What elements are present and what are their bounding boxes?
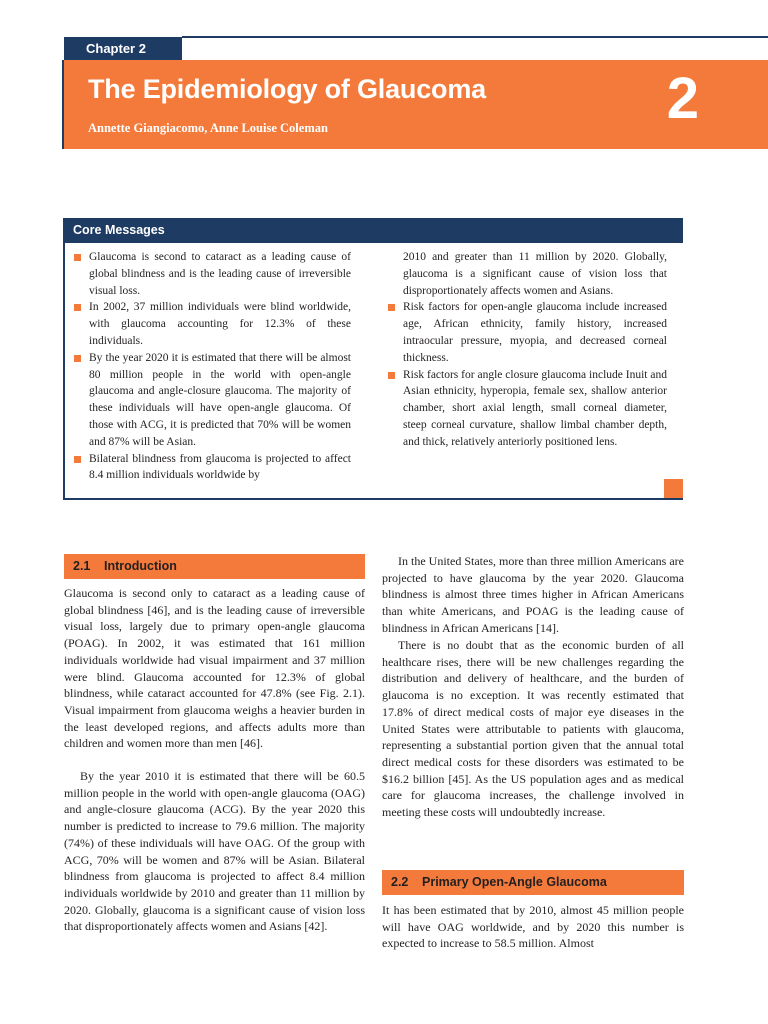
section-title: Introduction <box>104 559 177 573</box>
core-messages-heading: Core Messages <box>63 218 683 243</box>
core-message-item <box>73 350 351 451</box>
top-rule <box>182 36 768 38</box>
core-message-text: 2010 and greater than 11 million by 2020. Globally, glaucoma is a significant cause of vision loss that disproportionately affects women and Asians. <box>403 251 667 297</box>
chapter-header <box>64 60 768 149</box>
core-message-text: In 2002, 37 million individuals were blind worldwide, with glaucoma accounting for 12.3% of these individuals. <box>89 301 351 347</box>
section-heading-introduction <box>64 554 365 579</box>
section-number: 2.2 <box>391 875 409 889</box>
poag-paragraph: It has been estimated that by 2010, almost 45 million people will have OAG worldwide, and by 2020 this number is expected to increase to 58.5 million. Almost <box>382 903 684 951</box>
core-messages-box <box>63 218 683 500</box>
core-message-text: Glaucoma is second to cataract as a leading cause of global blindness and is the leading cause of irreversible visual loss. <box>89 251 351 297</box>
core-message-item <box>73 299 351 349</box>
chapter-number: 2 <box>666 66 699 131</box>
core-messages-right-column <box>387 249 667 451</box>
bullet-square-icon <box>74 355 81 362</box>
intro-paragraph-2: By the year 2010 it is estimated that there will be 60.5 million people in the world with open-angle glaucoma (OAG) and angle-closure glaucoma (ACG). By the year 2020 this number is predicted to increase to 79.6 million. The majority (74%) of these individuals will have OAG. Of the group with ACG, 70% will be women and 87% will be Asian. Bilateral blindness from glaucoma is projected to affect 8.4 million individuals worldwide by 2010 and greater than 11 million by 2020. Globally, glaucoma is a significant cause of vision loss that disproportionately affects women and Asians [42]. <box>64 769 365 934</box>
authors: Annette Giangiacomo, Anne Louise Coleman <box>88 121 328 135</box>
core-messages-body <box>63 243 683 500</box>
core-message-item <box>73 249 351 299</box>
section-title: Primary Open-Angle Glaucoma <box>422 875 607 889</box>
bullet-square-icon <box>388 372 395 379</box>
core-message-item <box>387 299 667 366</box>
bullet-square-icon <box>74 456 81 463</box>
economic-burden-paragraph: There is no doubt that as the economic burden of all healthcare rises, there will be new challenges regarding the distribution and delivery of healthcare, and the burden of glaucoma is no exception. It was recently estimated that 17.8% of direct medical costs of major eye diseases in the United States were attributable to patients with glaucoma, representing a substantial portion given that the annual total direct medical costs for these disorders was estimated to be $16.2 billion [45]. As the US population ages and as medical care for glaucoma increases, the challenge involved in meeting these costs will undoubtedly increase. <box>382 638 684 820</box>
core-message-item <box>387 367 667 451</box>
section-heading-poag <box>382 870 684 895</box>
core-message-item <box>73 451 351 485</box>
core-box-corner-marker <box>664 479 683 498</box>
bullet-square-icon <box>388 304 395 311</box>
bullet-square-icon <box>74 304 81 311</box>
bullet-square-icon <box>74 254 81 261</box>
core-messages-left-column <box>73 249 351 484</box>
intro-paragraph-1: Glaucoma is second only to cataract as a leading cause of global blindness [46], and is the leading cause of irreversible visual loss, largely due to primary open-angle glaucoma (POAG). In 2002, it was estimated that 161 million individuals worldwide had visual impairment and 37 million were blind. Glaucoma accounted for 12.3% of global blindness, while cataract accounted for 47.8% (see Fig. 2.1). Visual impairment from glaucoma weighs a heavier burden in the least developed regions, and affects adults more than children and women more than men [46]. <box>64 586 365 751</box>
us-paragraph: In the United States, more than three million Americans are projected to have glaucoma by the year 2020. Glaucoma blindness is almost three times higher in African Americans than white Americans, and POAG is the leading cause of blindness in African Americans [14]. <box>382 554 684 635</box>
core-message-text: Bilateral blindness from glaucoma is projected to affect 8.4 million individuals worldwide by <box>89 452 351 482</box>
section-number: 2.1 <box>73 559 91 573</box>
core-message-item-continued <box>387 249 667 299</box>
chapter-title: The Epidemiology of Glaucoma <box>88 74 486 104</box>
core-message-text: Risk factors for angle closure glaucoma include Inuit and Asian ethnicity, hyperopia, female sex, shallow anterior chamber, short axial length, small corneal diameter, steep corneal curvature, shallow limbal chamber depth, and thick, relatively anteriorly positioned lens. <box>403 368 667 448</box>
core-message-text: By the year 2020 it is estimated that there will be almost 80 million people in the world with open-angle glaucoma and angle-closure glaucoma. The majority of these individuals will have open-angle glaucoma. Of those with ACG, it is predicted that 70% will be women and 87% will be Asian. <box>89 351 351 448</box>
chapter-label: Chapter 2 <box>64 37 182 60</box>
core-message-text: Risk factors for open-angle glaucoma include increased age, African ethnicity, family history, increased intraocular pressure, myopia, and decreased corneal thickness. <box>403 301 667 364</box>
